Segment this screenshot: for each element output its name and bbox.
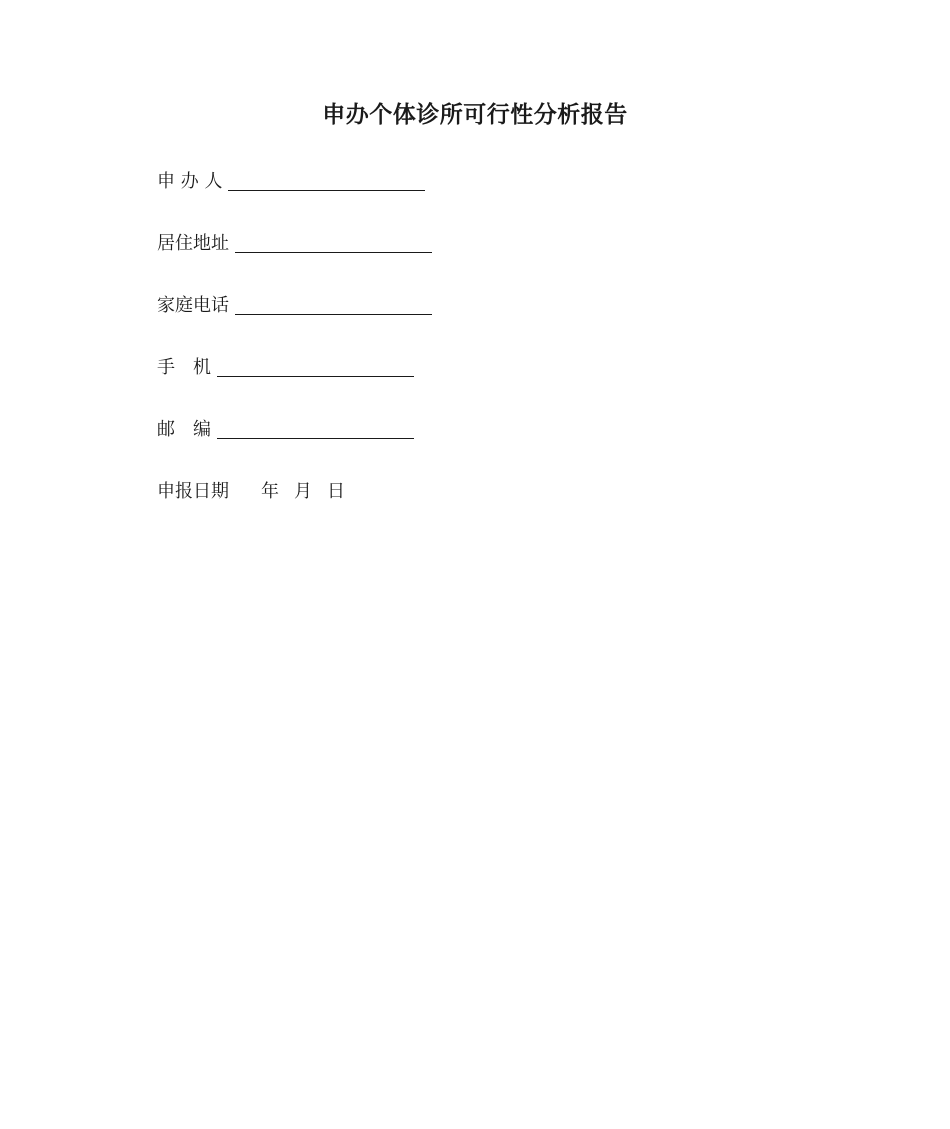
postcode-blank-line[interactable] (217, 438, 414, 439)
year-label: 年 (261, 481, 279, 502)
document-title: 申办个体诊所可行性分析报告 (322, 102, 628, 128)
home-phone-field (157, 293, 432, 317)
home-phone-blank-line[interactable] (235, 314, 432, 315)
applicant-blank-line[interactable] (228, 190, 425, 191)
report-date-label: 申报日期 (157, 481, 229, 502)
home-phone-label: 家庭电话 (157, 295, 229, 316)
month-label: 月 (294, 481, 312, 502)
mobile-label: 手 机 (157, 357, 211, 378)
address-blank-line[interactable] (235, 252, 432, 253)
mobile-field (157, 355, 414, 379)
applicant-field (157, 169, 425, 193)
address-label: 居住地址 (157, 233, 229, 254)
postcode-label: 邮 编 (157, 419, 211, 440)
postcode-field (157, 417, 414, 441)
address-field (157, 231, 432, 255)
applicant-label: 申 办 人 (157, 171, 223, 192)
report-date-field (157, 479, 345, 503)
day-label: 日 (327, 481, 345, 502)
mobile-blank-line[interactable] (217, 376, 414, 377)
